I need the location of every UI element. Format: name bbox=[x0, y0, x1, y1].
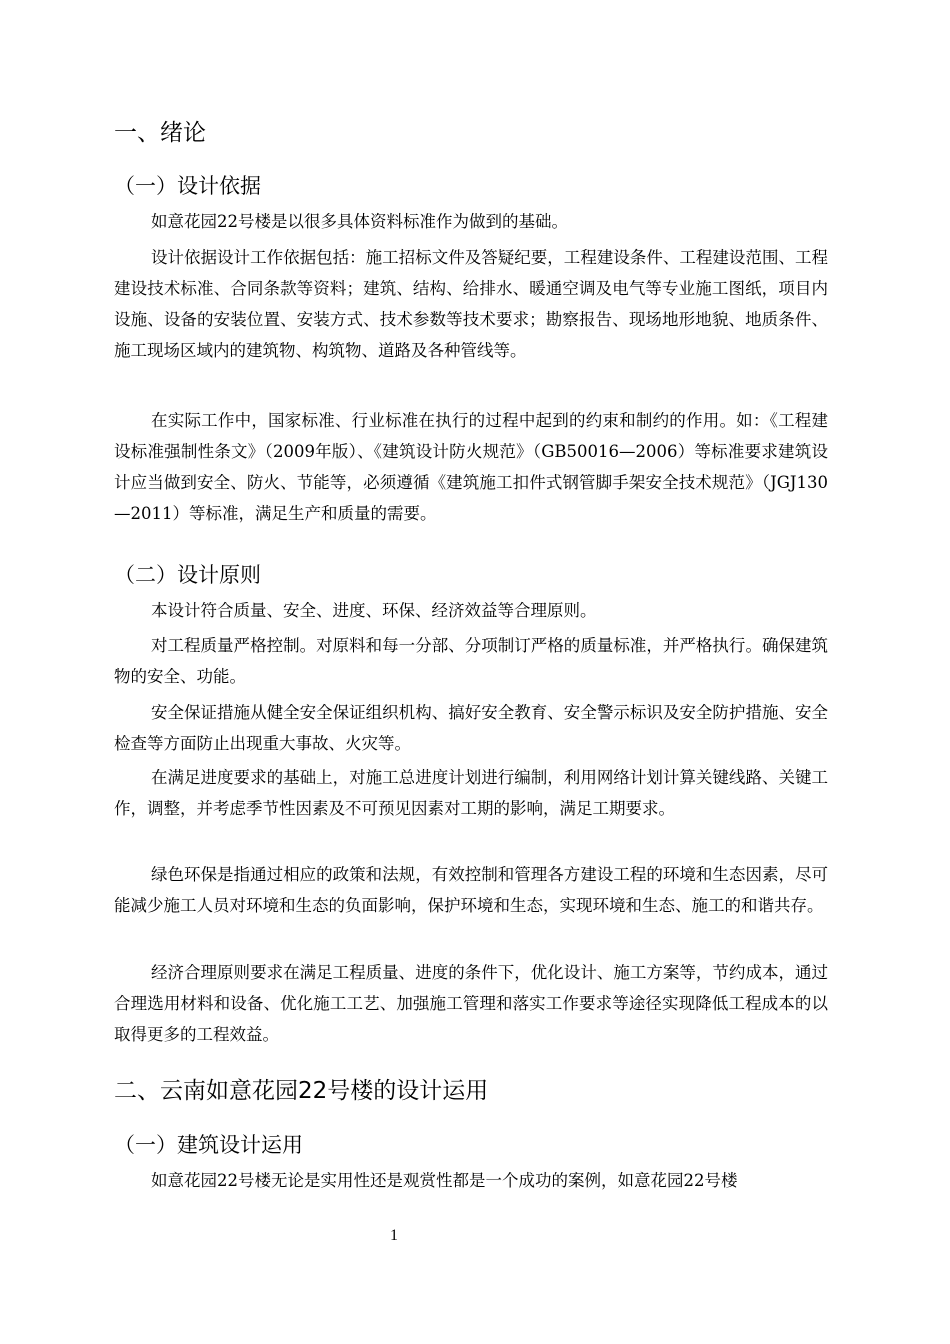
paragraph: 安全保证措施从健全安全保证组织机构、搞好安全教育、安全警示标识及安全防护措施、安全检查等方面防止出现重大事故、火灾等。 bbox=[114, 703, 828, 753]
subsection-heading-architectural-design: （一）建筑设计运用 bbox=[114, 1133, 303, 1157]
paragraph: 在满足进度要求的基础上，对施工总进度计划进行编制，利用网络计划计算关键线路、关键工作，调整，并考虑季节性因素及不可预见因素对工期的影响，满足工期要求。 bbox=[114, 768, 828, 818]
subsection-heading-design-basis: （一）设计依据 bbox=[114, 174, 261, 198]
paragraph: 设计依据设计工作依据包括：施工招标文件及答疑纪要，工程建设条件、工程建设范围、工程建设技术标准、合同条款等资料；建筑、结构、给排水、暖通空调及电气等专业施工图纸，项目内设施、设备的安装位置、安装方式、技术参数等技术要求；勘察报告、现场地形地貌、地质条件、施工现场区域内的建筑物、构筑物、道路及各种管线等。 bbox=[114, 248, 828, 360]
paragraph: 对工程质量严格控制。对原料和每一分部、分项制订严格的质量标准，并严格执行。确保建筑物的安全、功能。 bbox=[114, 636, 828, 686]
paragraph: 在实际工作中，国家标准、行业标准在执行的过程中起到的约束和制约的作用。如：《工程建设标准强制性条文》（2009年版）、《建筑设计防火规范》（GB50016—2006）等标准要求建筑设计应当做到安全、防火、节能等，必须遵循《建筑施工扣件式钢管脚手架安全技术规范》（JGJ130—2011）等标准，满足生产和质量的需要。 bbox=[114, 411, 828, 523]
page-number: 1 bbox=[390, 1227, 398, 1244]
paragraph: 绿色环保是指通过相应的政策和法规，有效控制和管理各方建设工程的环境和生态因素，尽可能减少施工人员对环境和生态的负面影响，保护环境和生态，实现环境和生态、施工的和谐共存。 bbox=[114, 865, 828, 915]
paragraph: 如意花园22号楼是以很多具体资料标准作为做到的基础。 bbox=[151, 212, 568, 231]
section-heading-design-application: 二、云南如意花园22号楼的设计运用 bbox=[114, 1078, 489, 1104]
section-heading-introduction: 一、绪论 bbox=[114, 120, 206, 146]
subsection-heading-design-principles: （二）设计原则 bbox=[114, 563, 261, 587]
paragraph: 本设计符合质量、安全、进度、环保、经济效益等合理原则。 bbox=[151, 601, 597, 620]
paragraph: 如意花园22号楼无论是实用性还是观赏性都是一个成功的案例，如意花园22号楼 bbox=[151, 1171, 738, 1190]
paragraph: 经济合理原则要求在满足工程质量、进度的条件下，优化设计、施工方案等，节约成本，通过合理选用材料和设备、优化施工工艺、加强施工管理和落实工作要求等途径实现降低工程成本的以取得更多的工程效益。 bbox=[114, 963, 828, 1044]
